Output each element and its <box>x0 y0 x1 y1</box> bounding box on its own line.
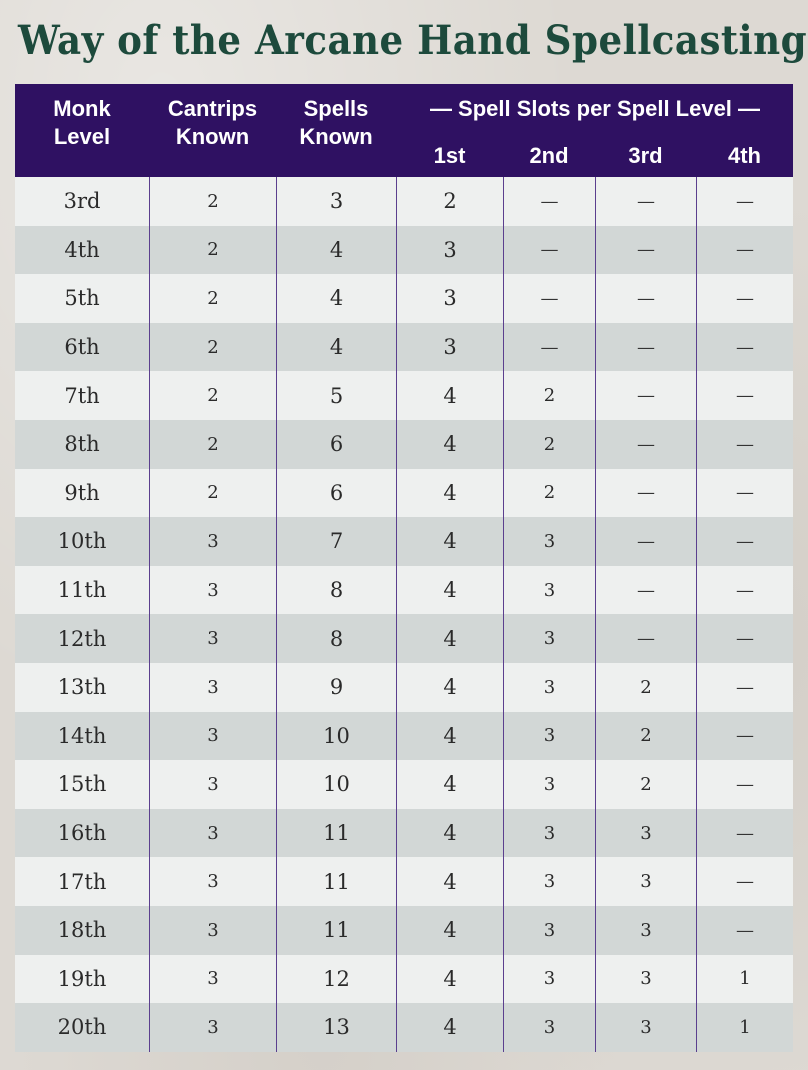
table-row <box>15 323 793 372</box>
slot-1st-cell: 4 <box>396 857 503 906</box>
header-slot-3rd: 3rd <box>628 143 663 168</box>
slot-2nd-cell: 2 <box>503 420 595 469</box>
slot-1st-cell: 4 <box>396 760 503 809</box>
header-spell-slots: — Spell Slots per Spell Level — <box>429 96 761 121</box>
slot-3rd-cell: 2 <box>595 663 696 712</box>
monk-level-cell: 3rd <box>63 189 101 214</box>
table-row <box>15 371 793 420</box>
cantrips-known-cell: 3 <box>149 857 276 906</box>
slot-2nd-cell: 2 <box>503 469 595 518</box>
spells-known-cell: 4 <box>276 274 396 323</box>
spells-known-cell: 7 <box>276 517 396 566</box>
slot-4th-cell: — <box>696 566 793 615</box>
slot-3rd-cell: 3 <box>595 1003 696 1052</box>
slot-2nd-cell: 3 <box>503 517 595 566</box>
monk-level-cell: 6th <box>64 335 100 360</box>
slot-1st-cell: 3 <box>396 323 503 372</box>
spells-known-cell: 8 <box>276 614 396 663</box>
cantrips-known-cell: 3 <box>149 955 276 1004</box>
slot-2nd-cell: 3 <box>503 809 595 858</box>
spells-known-cell: 5 <box>276 371 396 420</box>
spells-known-cell: 12 <box>276 955 396 1004</box>
table-row <box>15 177 793 226</box>
table-row <box>15 226 793 275</box>
monk-level-cell: 7th <box>64 383 100 408</box>
table-row <box>15 469 793 518</box>
monk-level-cell: 8th <box>64 432 100 457</box>
slot-2nd-cell: 3 <box>503 566 595 615</box>
spellcasting-table <box>15 84 793 1054</box>
slot-1st-cell: 4 <box>396 809 503 858</box>
cantrips-known-cell: 3 <box>149 712 276 761</box>
spells-known-cell: 3 <box>276 177 396 226</box>
slot-2nd-cell: 3 <box>503 663 595 712</box>
header-spells-known: Spells Known <box>299 96 373 149</box>
slot-2nd-cell: 3 <box>503 712 595 761</box>
monk-level-cell: 18th <box>57 918 107 943</box>
monk-level-cell: 5th <box>64 286 100 311</box>
cantrips-known-cell: 3 <box>149 517 276 566</box>
slot-2nd-cell: 3 <box>503 906 595 955</box>
slot-2nd-cell: 3 <box>503 955 595 1004</box>
slot-3rd-cell: 3 <box>595 906 696 955</box>
slot-1st-cell: 4 <box>396 712 503 761</box>
spells-known-cell: 10 <box>276 712 396 761</box>
header-slot-1st: 1st <box>433 143 466 168</box>
slot-2nd-cell: 2 <box>503 371 595 420</box>
slot-4th-cell: — <box>696 760 793 809</box>
slot-3rd-cell: — <box>595 517 696 566</box>
cantrips-known-cell: 2 <box>149 469 276 518</box>
slot-4th-cell: — <box>696 614 793 663</box>
slot-4th-cell: — <box>696 226 793 275</box>
table-body <box>15 177 793 1052</box>
slot-3rd-cell: 2 <box>595 712 696 761</box>
slot-1st-cell: 4 <box>396 663 503 712</box>
slot-2nd-cell: 3 <box>503 760 595 809</box>
monk-level-cell: 9th <box>64 480 100 505</box>
cantrips-known-cell: 3 <box>149 566 276 615</box>
slot-2nd-cell: — <box>503 274 595 323</box>
monk-level-cell: 12th <box>57 626 107 651</box>
table-row <box>15 517 793 566</box>
slot-3rd-cell: — <box>595 177 696 226</box>
slot-1st-cell: 4 <box>396 906 503 955</box>
spells-known-cell: 13 <box>276 1003 396 1052</box>
monk-level-cell: 19th <box>57 966 107 991</box>
cantrips-known-cell: 3 <box>149 614 276 663</box>
slot-2nd-cell: 3 <box>503 857 595 906</box>
slot-2nd-cell: — <box>503 226 595 275</box>
spells-known-cell: 10 <box>276 760 396 809</box>
slot-4th-cell: — <box>696 323 793 372</box>
slot-1st-cell: 4 <box>396 371 503 420</box>
table-row <box>15 566 793 615</box>
slot-4th-cell: — <box>696 809 793 858</box>
table-row <box>15 420 793 469</box>
slot-3rd-cell: — <box>595 614 696 663</box>
slot-3rd-cell: — <box>595 566 696 615</box>
slot-1st-cell: 4 <box>396 614 503 663</box>
spells-known-cell: 6 <box>276 469 396 518</box>
slot-4th-cell: — <box>696 857 793 906</box>
spells-known-cell: 11 <box>276 809 396 858</box>
table-row <box>15 274 793 323</box>
slot-1st-cell: 4 <box>396 517 503 566</box>
monk-level-cell: 13th <box>57 675 107 700</box>
table-row <box>15 955 793 1004</box>
monk-level-cell: 11th <box>57 578 107 603</box>
slot-4th-cell: — <box>696 371 793 420</box>
table-header <box>15 84 793 177</box>
slot-3rd-cell: — <box>595 371 696 420</box>
slot-4th-cell: 1 <box>696 955 793 1004</box>
table-row <box>15 906 793 955</box>
spells-known-cell: 4 <box>276 226 396 275</box>
slot-1st-cell: 3 <box>396 274 503 323</box>
slot-1st-cell: 4 <box>396 955 503 1004</box>
table-row <box>15 760 793 809</box>
slot-4th-cell: — <box>696 420 793 469</box>
spells-known-cell: 9 <box>276 663 396 712</box>
header-slot-4th: 4th <box>728 143 761 168</box>
cantrips-known-cell: 2 <box>149 177 276 226</box>
slot-1st-cell: 4 <box>396 1003 503 1052</box>
slot-3rd-cell: 3 <box>595 857 696 906</box>
monk-level-cell: 10th <box>57 529 107 554</box>
slot-3rd-cell: — <box>595 469 696 518</box>
slot-1st-cell: 3 <box>396 226 503 275</box>
header-cantrips-known: Cantrips Known <box>167 96 258 149</box>
cantrips-known-cell: 3 <box>149 760 276 809</box>
spells-known-cell: 11 <box>276 857 396 906</box>
monk-level-cell: 20th <box>57 1015 107 1040</box>
spells-known-cell: 4 <box>276 323 396 372</box>
table-row <box>15 712 793 761</box>
spells-known-cell: 6 <box>276 420 396 469</box>
cantrips-known-cell: 3 <box>149 663 276 712</box>
slot-4th-cell: — <box>696 274 793 323</box>
slot-4th-cell: — <box>696 517 793 566</box>
monk-level-cell: 4th <box>64 237 100 262</box>
slot-2nd-cell: 3 <box>503 1003 595 1052</box>
slot-4th-cell: — <box>696 712 793 761</box>
monk-level-cell: 15th <box>57 772 107 797</box>
header-monk-level: Monk Level <box>53 96 111 149</box>
slot-1st-cell: 4 <box>396 420 503 469</box>
slot-4th-cell: — <box>696 177 793 226</box>
table-row <box>15 857 793 906</box>
cantrips-known-cell: 3 <box>149 1003 276 1052</box>
slot-3rd-cell: — <box>595 323 696 372</box>
slot-3rd-cell: 3 <box>595 809 696 858</box>
cantrips-known-cell: 3 <box>149 809 276 858</box>
table-row <box>15 663 793 712</box>
slot-2nd-cell: — <box>503 323 595 372</box>
slot-1st-cell: 4 <box>396 566 503 615</box>
slot-1st-cell: 2 <box>396 177 503 226</box>
slot-2nd-cell: — <box>503 177 595 226</box>
spells-known-cell: 8 <box>276 566 396 615</box>
page-title: Way of the Arcane Hand Spellcasting <box>18 17 808 64</box>
slot-3rd-cell: — <box>595 226 696 275</box>
cantrips-known-cell: 2 <box>149 323 276 372</box>
slot-4th-cell: — <box>696 906 793 955</box>
slot-4th-cell: — <box>696 469 793 518</box>
monk-level-cell: 16th <box>57 821 107 846</box>
table-row <box>15 1003 793 1052</box>
header-slot-2nd: 2nd <box>529 143 569 168</box>
cantrips-known-cell: 3 <box>149 906 276 955</box>
slot-4th-cell: 1 <box>696 1003 793 1052</box>
cantrips-known-cell: 2 <box>149 226 276 275</box>
slot-4th-cell: — <box>696 663 793 712</box>
spells-known-cell: 11 <box>276 906 396 955</box>
cantrips-known-cell: 2 <box>149 274 276 323</box>
slot-3rd-cell: 2 <box>595 760 696 809</box>
table-row <box>15 809 793 858</box>
slot-1st-cell: 4 <box>396 469 503 518</box>
cantrips-known-cell: 2 <box>149 420 276 469</box>
table-row <box>15 614 793 663</box>
slot-3rd-cell: — <box>595 274 696 323</box>
cantrips-known-cell: 2 <box>149 371 276 420</box>
slot-3rd-cell: — <box>595 420 696 469</box>
monk-level-cell: 17th <box>57 869 107 894</box>
monk-level-cell: 14th <box>57 723 107 748</box>
slot-3rd-cell: 3 <box>595 955 696 1004</box>
slot-2nd-cell: 3 <box>503 614 595 663</box>
